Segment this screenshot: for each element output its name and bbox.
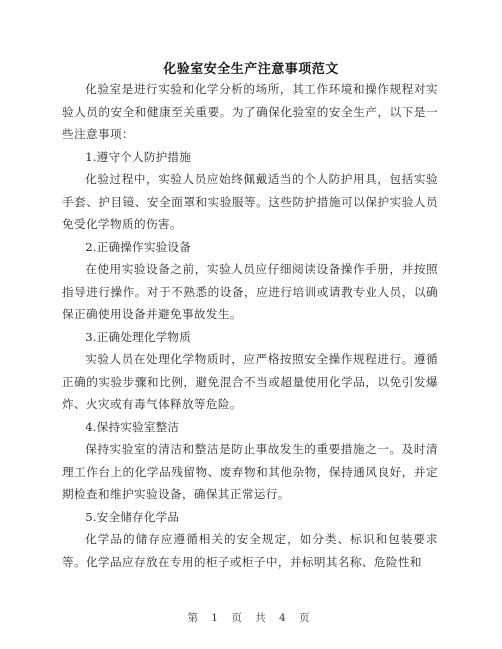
page-number-footer: 第 1 页 共 4 页 [187, 612, 315, 624]
document-title: 化验室安全生产注意事项范文 [163, 62, 339, 77]
section-heading-5: 5.安全储存化学品 [85, 509, 180, 524]
section-heading-3: 3.正确处理化学物质 [85, 329, 191, 344]
section-text-4: 保持实验室的清洁和整洁是防止事故发生的重要措施之一。及时清理工作台上的化学品残留物、废弃物和其他杂物，保持通风良好，并定期检查和维护实验设备，确保其正常运行。 [62, 442, 438, 501]
intro-paragraph: 化验室是进行实验和化学分析的场所，其工作环境和操作规程对实验人员的安全和健康至关重要。为了确保化验室的安全生产，以下是一些注意事项： [62, 82, 438, 141]
document-body [62, 78, 438, 573]
section-heading-2: 2.正确操作实验设备 [85, 239, 191, 254]
section-text-2: 在使用实验设备之前，实验人员应仔细阅读设备操作手册，并按照指导进行操作。对于不熟悉的设备，应进行培训或请教专业人员，以确保正确使用设备并避免事故发生。 [62, 262, 438, 321]
section-text-1: 化验过程中，实验人员应始终佩戴适当的个人防护用具，包括实验手套、护目镜、安全面罩和实验服等。这些防护措施可以保护实验人员免受化学物质的伤害。 [62, 172, 438, 231]
section-heading-4: 4.保持实验室整洁 [85, 419, 180, 434]
section-text-5: 化学品的储存应遵循相关的安全规定，如分类、标识和包装要求等。化学品应存放在专用的柜子或柜子中，并标明其名称、危险性和 [62, 532, 438, 569]
section-heading-1: 1.遵守个人防护措施 [85, 149, 191, 164]
section-text-3: 实验人员在处理化学物质时，应严格按照安全操作规程进行。遵循正确的实验步骤和比例，避免混合不当或超量使用化学品，以免引发爆炸、火灾或有毒气体释放等危险。 [62, 352, 438, 411]
